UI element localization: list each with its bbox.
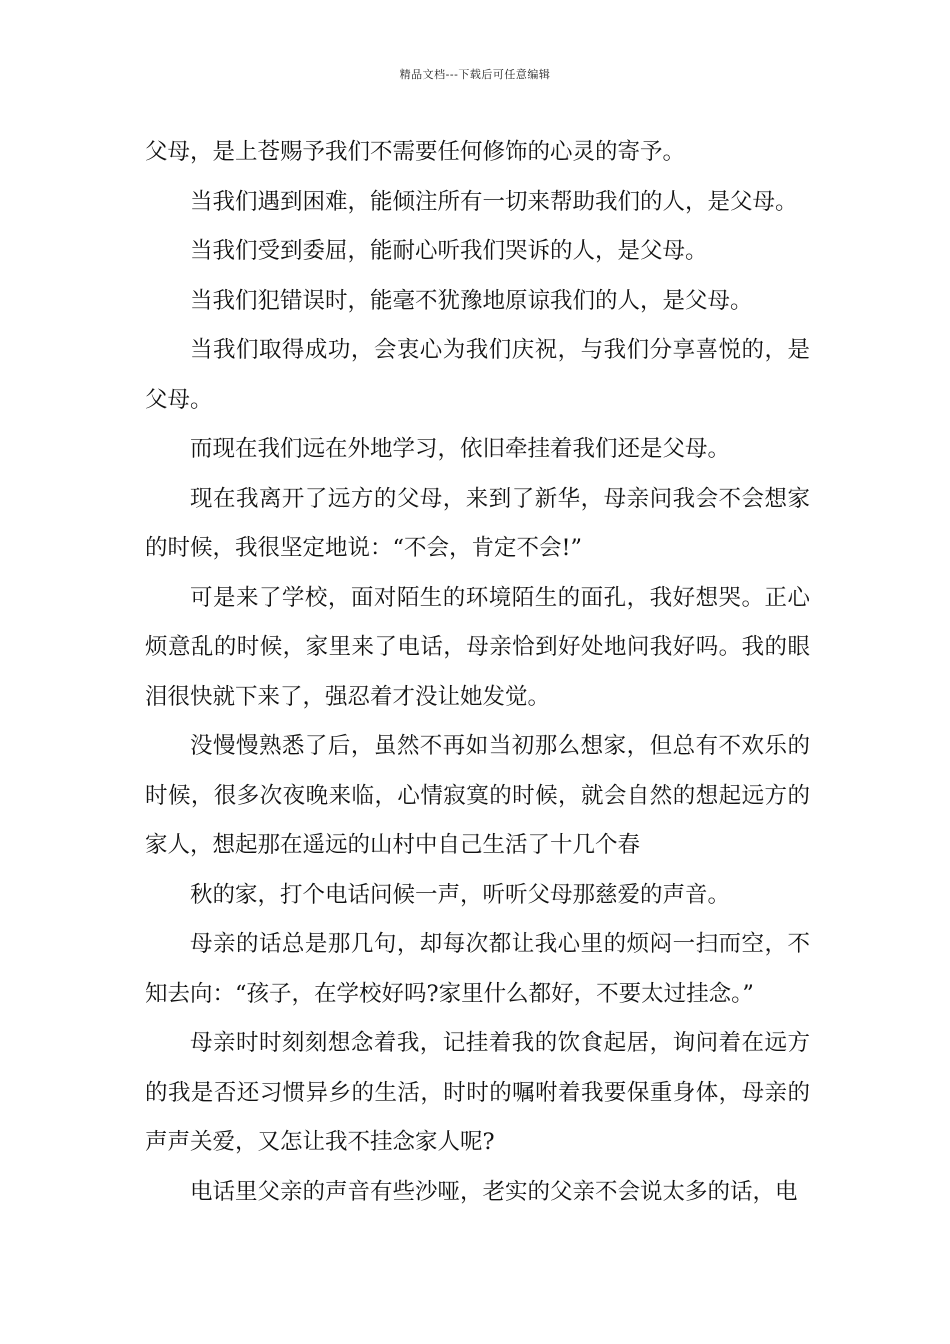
paragraph: 母亲的话总是那几句，却每次都让我心里的烦闷一扫而空，不知去向：“孩子，在学校好吗?家里什么都好，不要太过挂念。” xyxy=(145,931,810,1007)
paragraph: 父母，是上苍赐予我们不需要任何修饰的心灵的寄予。 xyxy=(145,139,686,165)
paragraph: 可是来了学校，面对陌生的环境陌生的面孔，我好想哭。正心烦意乱的时候，家里来了电话，母亲恰到好处地问我好吗。我的眼泪很快就下来了，强忍着才没让她发觉。 xyxy=(145,584,810,710)
paragraph: 当我们取得成功，会衷心为我们庆祝，与我们分享喜悦的，是父母。 xyxy=(145,337,810,413)
paragraph: 现在我离开了远方的父母，来到了新华，母亲问我会不会想家的时候，我很坚定地说：“不会，肯定不会!” xyxy=(145,485,810,561)
paragraph: 电话里父亲的声音有些沙哑，老实的父亲不会说太多的话，电 xyxy=(190,1178,798,1205)
page-header: 精品文档---下载后可任意编辑 xyxy=(399,68,551,81)
paragraph: 当我们遇到困难，能倾注所有一切来帮助我们的人，是父母。 xyxy=(190,188,798,215)
paragraph: 而现在我们远在外地学习，依旧牵挂着我们还是父母。 xyxy=(190,436,731,462)
paragraph: 母亲时时刻刻想念着我，记挂着我的饮食起居，询问着在远方的我是否还习惯异乡的生活，时时的嘱咐着我要保重身体，母亲的声声关爱，又怎让我不挂念家人呢? xyxy=(145,1030,810,1155)
paragraph: 秋的家，打个电话问候一声，听听父母那慈爱的声音。 xyxy=(190,881,731,908)
paragraph: 当我们犯错误时，能毫不犹豫地原谅我们的人，是父母。 xyxy=(190,287,753,314)
document-body xyxy=(145,128,810,1217)
paragraph: 当我们受到委屈，能耐心听我们哭诉的人，是父母。 xyxy=(190,238,708,264)
paragraph: 没慢慢熟悉了后，虽然不再如当初那么想家，但总有不欢乐的时候，很多次夜晚来临，心情寂寞的时候，就会自然的想起远方的家人，想起那在遥远的山村中自己生活了十几个春 xyxy=(145,733,810,858)
